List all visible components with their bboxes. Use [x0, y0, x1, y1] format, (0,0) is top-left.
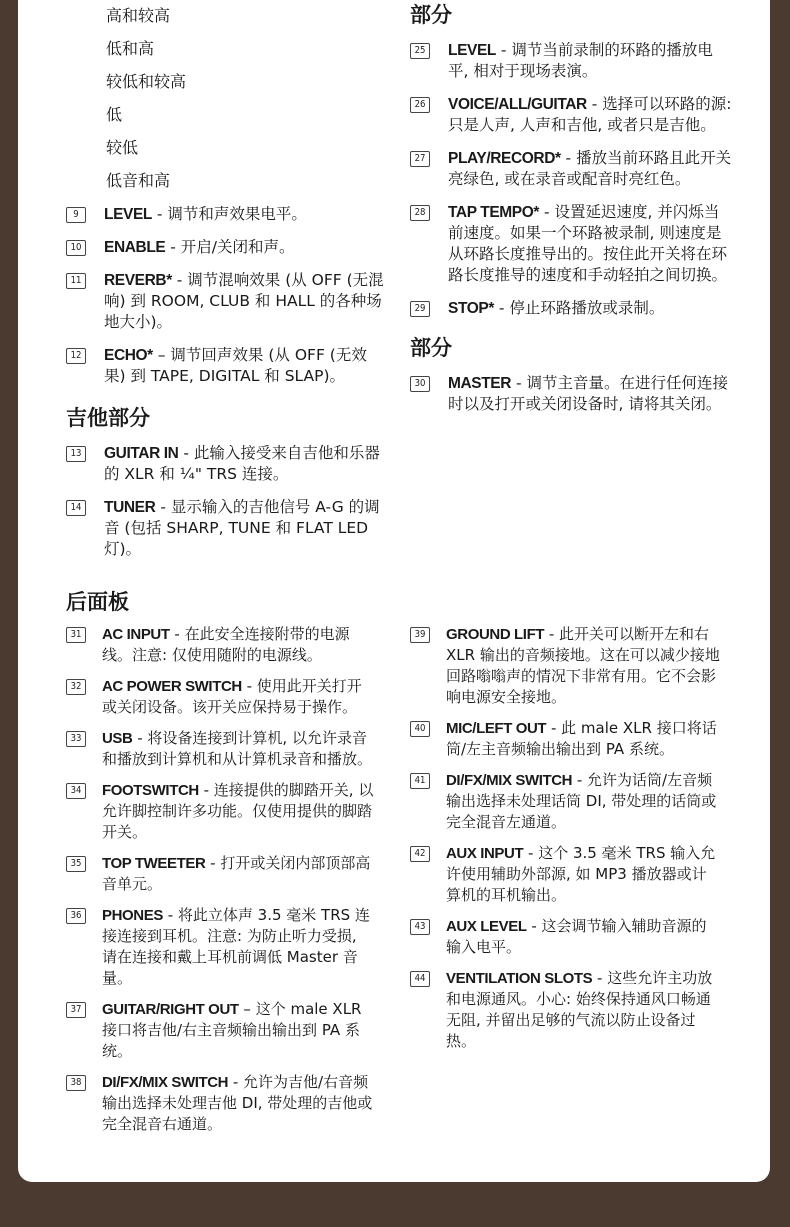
rear-left-column [66, 624, 376, 1145]
item-desc: - 调节和声效果电平。 [151, 205, 307, 223]
item-term: MASTER [448, 375, 512, 392]
item-36 [66, 905, 376, 989]
item-28 [410, 202, 732, 286]
item-desc: - 这些允许主功放和电源通风。小心: 始终保持通风口畅通无阻, 并留出足够的气流以防止设备过热。 [446, 969, 713, 1050]
item-number: 42 [410, 846, 430, 862]
item-40 [410, 718, 720, 760]
list-item: 低 [106, 105, 123, 124]
item-term: LEVEL [104, 206, 152, 223]
item-number: 27 [410, 151, 430, 167]
item-term: GUITAR IN [104, 445, 179, 462]
item-number: 25 [410, 43, 430, 59]
item-13 [66, 443, 388, 485]
item-desc: - 这个 3.5 毫米 TRS 输入允许使用辅助外部源, 如 MP3 播放器或计算机的耳机输出。 [446, 844, 716, 904]
item-number: 11 [66, 273, 86, 289]
item-11 [66, 270, 388, 333]
item-number: 34 [66, 783, 86, 799]
item-term: AUX INPUT [446, 845, 524, 862]
item-desc: - 设置延迟速度, 并闪烁当前速度。如果一个环路被录制, 则速度是从环路长度推导出的。按住此开关将在环路长度推导的速度和手动轻拍之间切换。 [448, 203, 728, 284]
item-39 [410, 624, 720, 708]
item-term: DI/FX/MIX SWITCH [102, 1074, 229, 1091]
item-25 [410, 40, 732, 82]
item-number: 37 [66, 1002, 86, 1018]
item-term: TOP TWEETER [102, 855, 206, 872]
item-desc: - 允许为话筒/左音频输出选择未处理话筒 DI, 带处理的话筒或完全混音左通道。 [446, 771, 717, 831]
item-number: 33 [66, 731, 86, 747]
item-desc: – 调节回声效果 (从 OFF (无效果) 到 TAPE, DIGITAL 和 SLAP)。 [104, 346, 367, 385]
item-term: TAP TEMPO* [448, 204, 540, 221]
item-number: 28 [410, 205, 430, 221]
item-33 [66, 728, 376, 770]
list-item: 较低和较高 [106, 72, 187, 91]
item-term: AC INPUT [102, 626, 170, 643]
item-term: USB [102, 730, 133, 747]
item-desc: - 选择可以环路的源: 只是人声, 人声和吉他, 或者只是吉他。 [448, 95, 732, 134]
master-section-heading: 部分 [410, 336, 452, 360]
item-35 [66, 853, 376, 895]
item-desc: - 此 male XLR 接口将话筒/左主音频输出输出到 PA 系统。 [446, 719, 717, 758]
item-number: 40 [410, 721, 430, 737]
item-number: 14 [66, 500, 86, 516]
item-term: VENTILATION SLOTS [446, 970, 593, 987]
rear-panel-header [66, 589, 366, 627]
list-item: 低和高 [106, 39, 155, 58]
manual-page [18, 0, 770, 1182]
item-32 [66, 676, 376, 718]
item-desc: - 调节当前录制的环路的播放电平, 相对于现场表演。 [448, 41, 713, 80]
item-term: FOOTSWITCH [102, 782, 199, 799]
rear-panel-heading: 后面板 [66, 590, 129, 614]
item-term: PLAY/RECORD* [448, 150, 561, 167]
item-14 [66, 497, 388, 560]
item-desc: - 此开关可以断开左和右 XLR 输出的音频接地。这在可以减少接地回路嗡嗡声的情况下非常有用。它不会影响电源安全接地。 [446, 625, 720, 706]
item-desc: - 调节主音量。在进行任何连接时以及打开或关闭设备时, 请将其关闭。 [448, 374, 728, 413]
item-number: 31 [66, 627, 86, 643]
item-term: AC POWER SWITCH [102, 678, 242, 695]
guitar-section-heading: 吉他部分 [66, 406, 150, 430]
item-term: TUNER [104, 499, 156, 516]
looper-section-heading: 部分 [410, 3, 452, 27]
item-number: 36 [66, 908, 86, 924]
item-desc: - 播放当前环路且此开关亮绿色, 或在录音或配音时亮红色。 [448, 149, 732, 188]
item-desc: - 开启/关闭和声。 [165, 238, 295, 256]
item-9 [66, 204, 388, 225]
item-30 [410, 373, 732, 415]
item-26 [410, 94, 732, 136]
item-41 [410, 770, 720, 833]
item-number: 44 [410, 971, 430, 987]
list-item: 高和较高 [106, 6, 171, 25]
item-number: 38 [66, 1075, 86, 1091]
item-term: DI/FX/MIX SWITCH [446, 772, 573, 789]
item-desc: - 停止环路播放或录制。 [493, 299, 665, 317]
item-desc: - 在此安全连接附带的电源线。注意: 仅使用随附的电源线。 [102, 625, 350, 664]
item-44 [410, 968, 720, 1052]
item-42 [410, 843, 720, 906]
item-desc: - 使用此开关打开或关闭设备。该开关应保持易于操作。 [102, 677, 362, 716]
item-term: ENABLE [104, 239, 166, 256]
item-number: 13 [66, 446, 86, 462]
item-desc: - 此输入接受来自吉他和乐器的 XLR 和 ¼" TRS 连接。 [104, 444, 380, 483]
item-number: 29 [410, 301, 430, 317]
item-31 [66, 624, 376, 666]
item-number: 43 [410, 919, 430, 935]
item-term: MIC/LEFT OUT [446, 720, 547, 737]
item-term: PHONES [102, 907, 163, 924]
item-term: REVERB* [104, 272, 172, 289]
item-desc: – 这个 male XLR 接口将吉他/右主音频输出输出到 PA 系统。 [102, 1000, 362, 1060]
item-34 [66, 780, 376, 843]
item-desc: - 调节混响效果 (从 OFF (无混响) 到 ROOM, CLUB 和 HALL 的各种场地大小)。 [104, 271, 384, 331]
item-term: GROUND LIFT [446, 626, 545, 643]
item-29 [410, 298, 732, 319]
left-top-column [66, 6, 388, 572]
item-number: 39 [410, 627, 430, 643]
rear-right-column [410, 624, 720, 1062]
item-desc: - 打开或关闭内部顶部高音单元。 [102, 854, 371, 893]
right-top-column [410, 2, 732, 427]
item-number: 10 [66, 240, 86, 256]
item-27 [410, 148, 732, 190]
item-37 [66, 999, 376, 1062]
item-number: 30 [410, 376, 430, 392]
item-12 [66, 345, 388, 387]
item-desc: - 将设备连接到计算机, 以允许录音和播放到计算机和从计算机录音和播放。 [102, 729, 373, 768]
item-term: GUITAR/RIGHT OUT [102, 1001, 239, 1018]
item-term: STOP* [448, 300, 494, 317]
item-desc: - 这会调节输入辅助音源的输入电平。 [446, 917, 707, 956]
item-number: 35 [66, 856, 86, 872]
item-term: ECHO* [104, 347, 153, 364]
item-term: LEVEL [448, 42, 496, 59]
item-38 [66, 1072, 376, 1135]
item-43 [410, 916, 720, 958]
item-term: VOICE/ALL/GUITAR [448, 96, 587, 113]
item-number: 41 [410, 773, 430, 789]
item-desc: - 显示输入的吉他信号 A-G 的调音 (包括 SHARP, TUNE 和 FLAT LED 灯)。 [104, 498, 380, 558]
list-item: 较低 [106, 138, 139, 157]
plain-list [66, 6, 388, 191]
item-desc: - 允许为吉他/右音频输出选择未处理吉他 DI, 带处理的吉他或完全混音右通道。 [102, 1073, 373, 1133]
item-number: 26 [410, 97, 430, 113]
item-desc: - 连接提供的脚踏开关, 以允许脚控制许多功能。仅使用提供的脚踏开关。 [102, 781, 374, 841]
list-item: 低音和高 [106, 171, 171, 190]
item-number: 9 [66, 207, 86, 223]
item-number: 12 [66, 348, 86, 364]
item-number: 32 [66, 679, 86, 695]
item-term: AUX LEVEL [446, 918, 527, 935]
item-10 [66, 237, 388, 258]
item-desc: - 将此立体声 3.5 毫米 TRS 连接连接到耳机。注意: 为防止听力受损, 请在连接和戴上耳机前调低 Master 音量。 [102, 906, 370, 987]
